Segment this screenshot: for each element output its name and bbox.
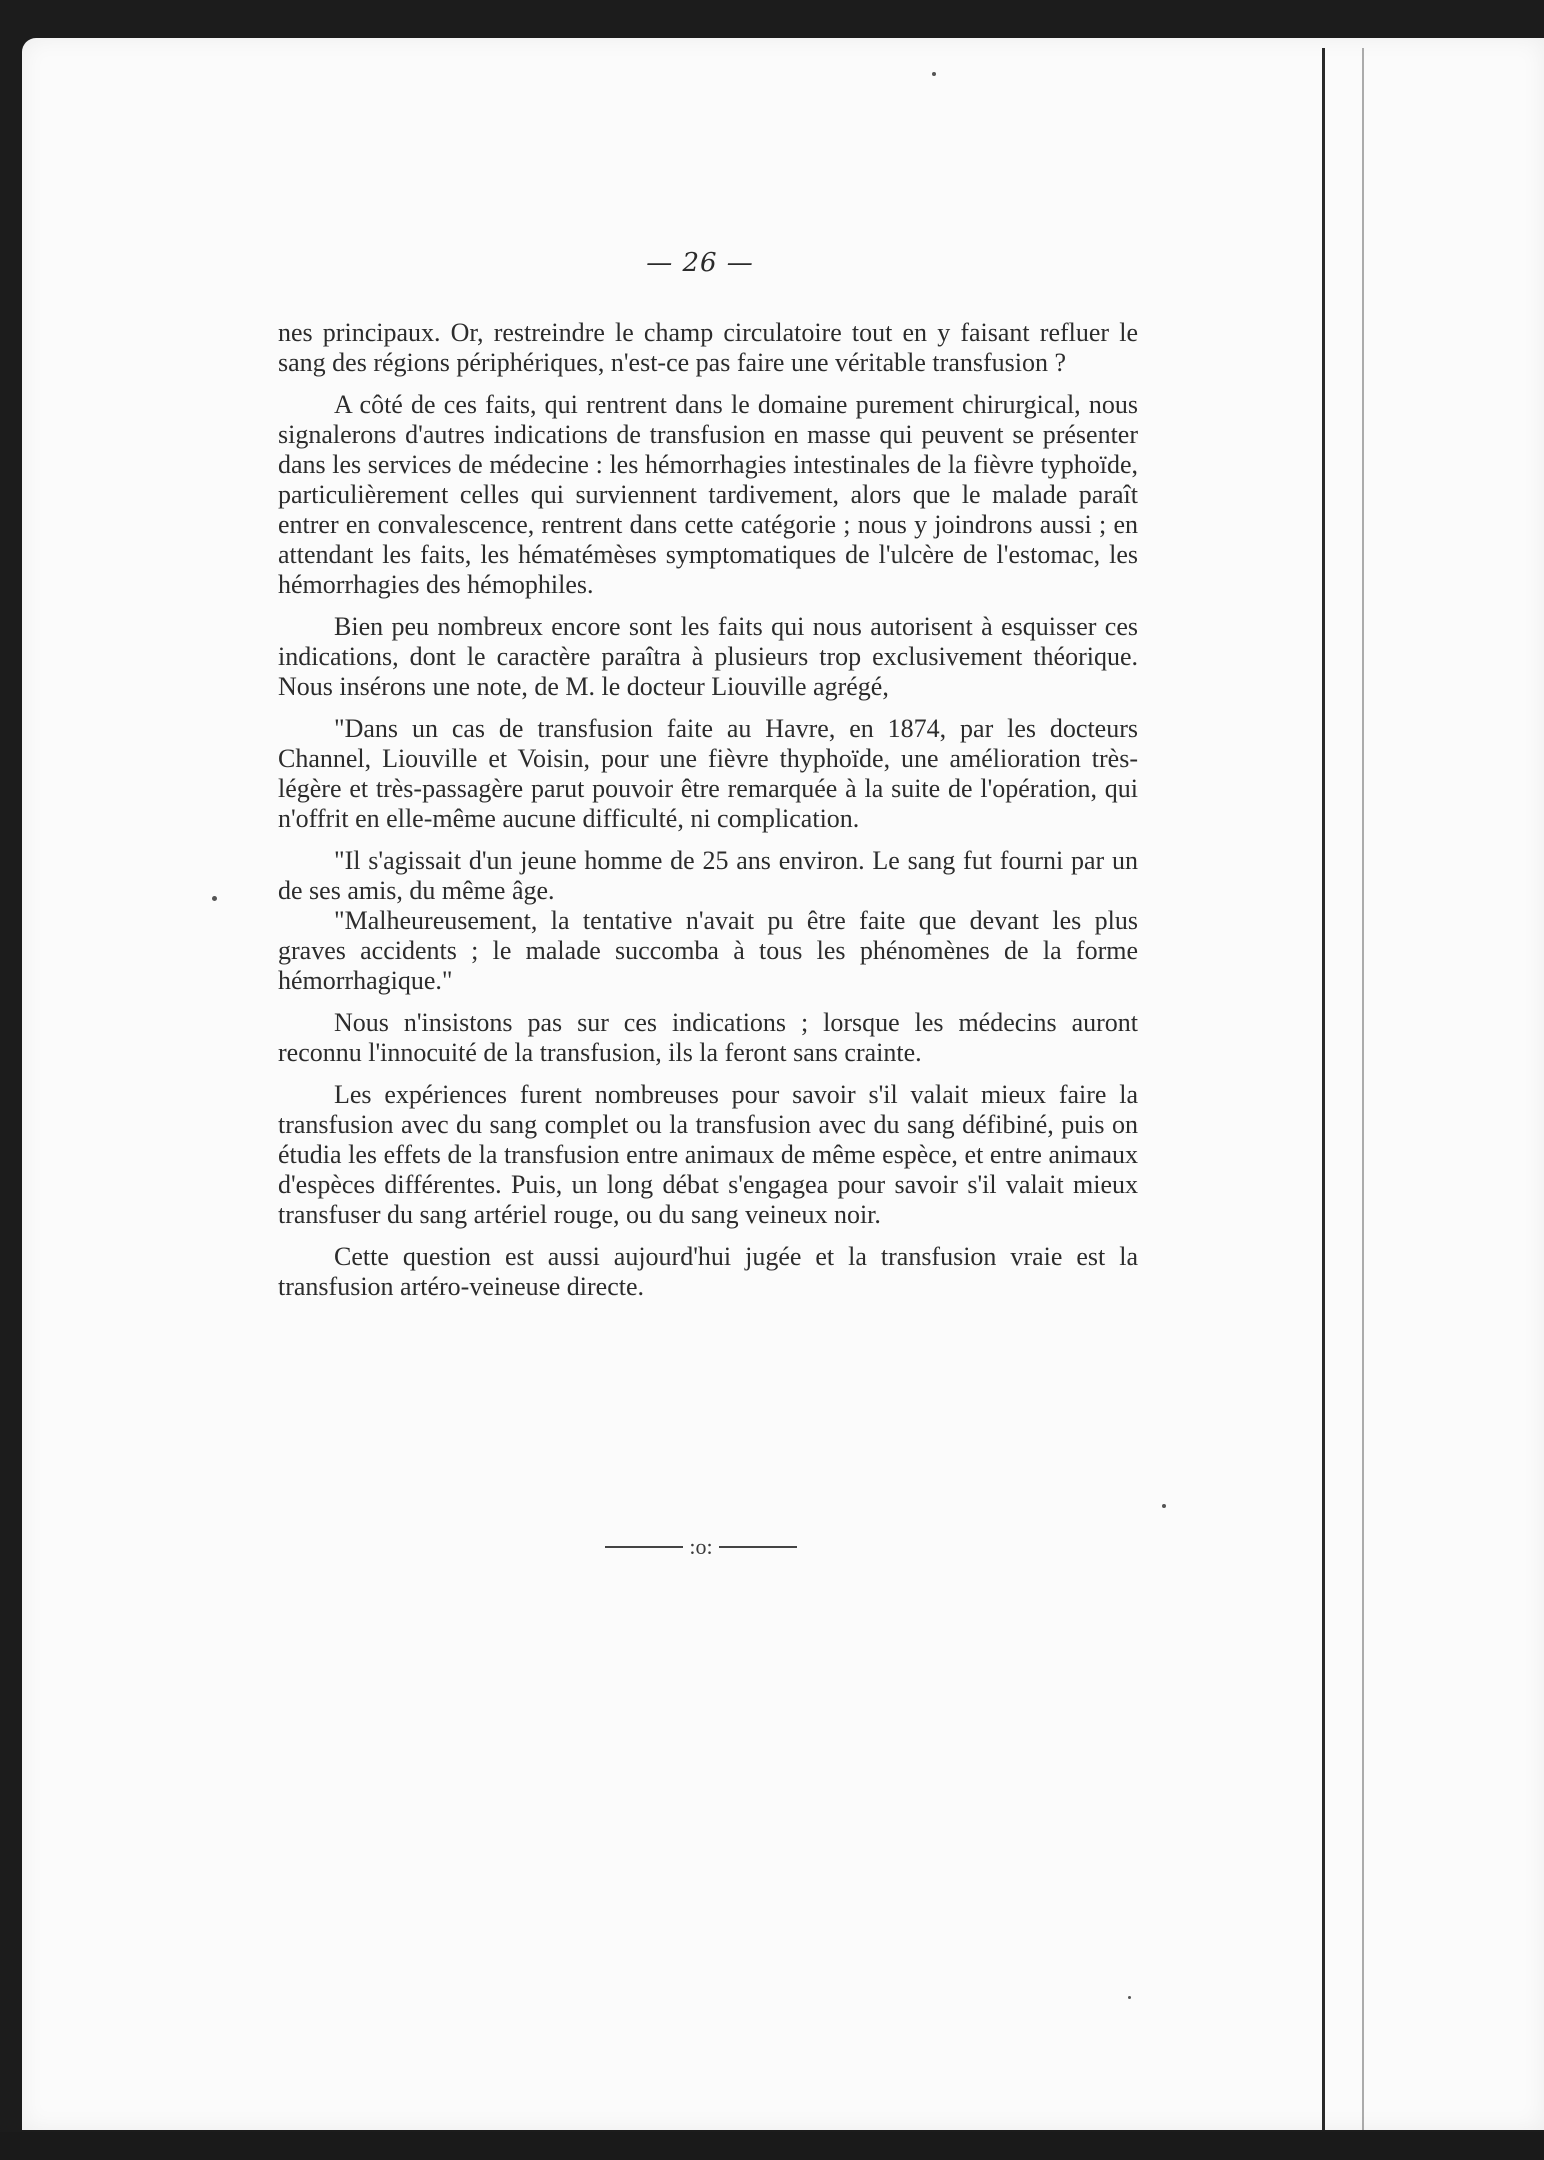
paragraph-no-insistence: Nous n'insistons pas sur ces indications ; lorsque les médecins auront reconnu l'innocuité de la transfusion, ils la feront sans crainte.: [278, 1008, 1138, 1067]
paragraph-few-facts: Bien peu nombreux encore sont les faits qui nous autorisent à esquisser ces indications, dont le caractère paraîtra à plusieurs trop exclusivement théorique. Nous insérons une note, de M. le docteur Liouville agrégé,: [278, 612, 1138, 701]
ornament-rule-right: [719, 1546, 797, 1548]
quote-unfortunately: "Malheureusement, la tentative n'avait pu être faite que devant les plus graves accidents ; le malade succomba à tous les phénomènes de la forme hémorrhagique.": [278, 906, 1138, 995]
paragraph-experiments: Les expériences furent nombreuses pour savoir s'il valait mieux faire la transfusion avec du sang complet ou la transfusion avec du sang défibiné, puis on étudia les effets de la transfusion entre animaux de même espèce, et entre animaux d'espèces différentes. Puis, un long débat s'engagea pour savoir s'il valait mieux transfuser du sang artériel rouge, ou du sang veineux noir.: [278, 1080, 1138, 1229]
page-edge-shadow: [1362, 48, 1364, 2130]
dust-speck: [212, 896, 217, 901]
ornament-rule-left: [605, 1546, 683, 1548]
section-ornament: [596, 1534, 806, 1560]
page-edge-gutter: [1322, 48, 1325, 2130]
scan-bottom-border: [0, 2132, 1544, 2160]
quote-young-man: "Il s'agissait d'un jeune homme de 25 ans environ. Le sang fut fourni par un de ses amis, du même âge.: [278, 846, 1138, 905]
body-text: [278, 318, 1138, 1302]
quote-havre-case: "Dans un cas de transfusion faite au Havre, en 1874, par les docteurs Channel, Liouville et Voisin, pour une fièvre thyphoïde, une amélioration très-légère et très-passagère parut pouvoir être remarquée à la suite de l'opération, qui n'offrit en elle-même aucune difficulté, ni complication.: [278, 714, 1138, 833]
paragraph-medical-indications: A côté de ces faits, qui rentrent dans le domaine purement chirurgical, nous signalerons d'autres indications de transfusion en masse qui peuvent se présenter dans les services de médecine : les hémorrhagies intestinales de la fièvre typhoïde, particulièrement celles qui surviennent tardivement, alors que le malade paraît entrer en convalescence, rentrent dans cette catégorie ; nous y joindrons aussi ; en attendant les faits, les hématémèses symptomatiques de l'ulcère de l'estomac, les hémorrhagies des hémophiles.: [278, 390, 1138, 599]
page-number: — 26 —: [646, 248, 754, 278]
paragraph-continuation: nes principaux. Or, restreindre le champ circulatoire tout en y faisant refluer le sang des régions périphériques, n'est-ce pas faire une véritable transfusion ?: [278, 318, 1138, 377]
paragraph-conclusion: Cette question est aussi aujourd'hui jugée et la transfusion vraie est la transfusion artéro-veineuse directe.: [278, 1242, 1138, 1301]
ornament-glyph: :o:: [689, 1534, 713, 1559]
dust-speck: [1128, 1996, 1131, 1999]
dust-speck: [932, 72, 936, 76]
dust-speck: [1162, 1504, 1166, 1508]
